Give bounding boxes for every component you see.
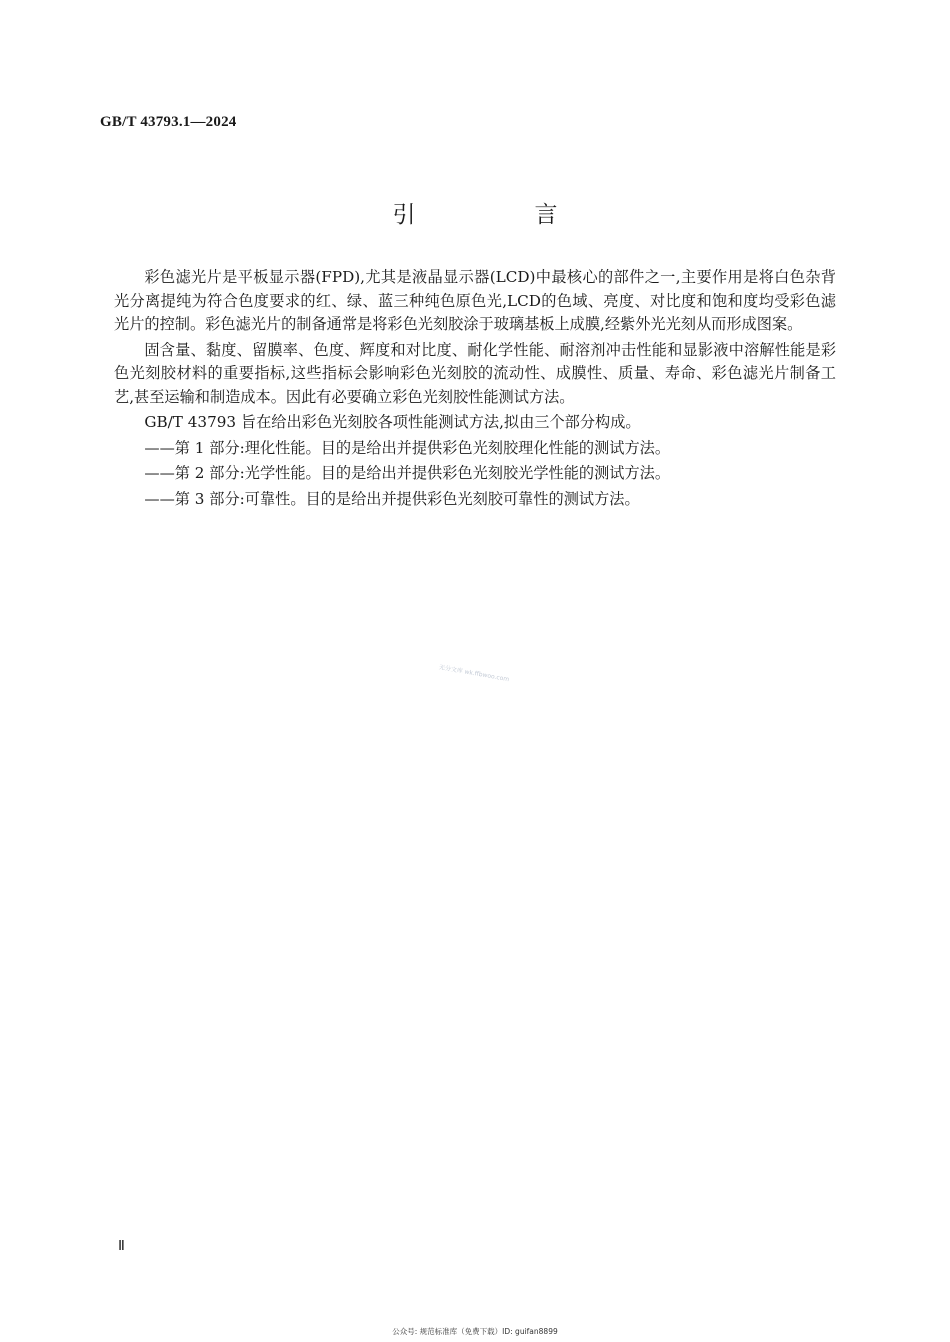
page-number: Ⅱ: [118, 1239, 125, 1254]
watermark: 无分文库 wk.ffbwoo.com: [438, 663, 510, 684]
list-item-part-3: ——第 3 部分:可靠性。目的是给出并提供彩色光刻胶可靠性的测试方法。: [144, 489, 640, 508]
paragraph-overview: 彩色滤光片是平板显示器(FPD),尤其是液晶显示器(LCD)中最核心的部件之一,主要作用是将白色杂背光分离提纯为符合色度要求的红、绿、蓝三种纯色原色光,LCD的色域、亮度、对比度和饱和度均受彩色滤光片的控制。彩色滤光片的制备通常是将彩色光刻胶涂于玻璃基板上成膜,经紫外光光刻从而形成图案。: [114, 268, 836, 333]
list-item-part-1: ——第 1 部分:理化性能。目的是给出并提供彩色光刻胶理化性能的测试方法。: [144, 438, 671, 457]
introduction-body: [114, 266, 836, 513]
paragraph-indicators: 固含量、黏度、留膜率、色度、辉度和对比度、耐化学性能、耐溶剂冲击性能和显影液中溶解性能是彩色光刻胶材料的重要指标,这些指标会影响彩色光刻胶的流动性、成膜性、质量、寿命、彩色滤光片制备工艺,甚至运输和制造成本。因此有必要确立彩色光刻胶性能测试方法。: [114, 340, 836, 406]
paragraph-structure: GB/T 43793 旨在给出彩色光刻胶各项性能测试方法,拟由三个部分构成。: [144, 413, 641, 431]
standard-code: GB/T 43793.1—2024: [100, 114, 237, 130]
list-item-part-2: ——第 2 部分:光学性能。目的是给出并提供彩色光刻胶光学性能的测试方法。: [144, 464, 671, 482]
footer-note: 公众号: 规范标准库（免费下载）ID: guifan8899: [392, 1327, 558, 1336]
section-title: 引 言: [392, 202, 606, 228]
